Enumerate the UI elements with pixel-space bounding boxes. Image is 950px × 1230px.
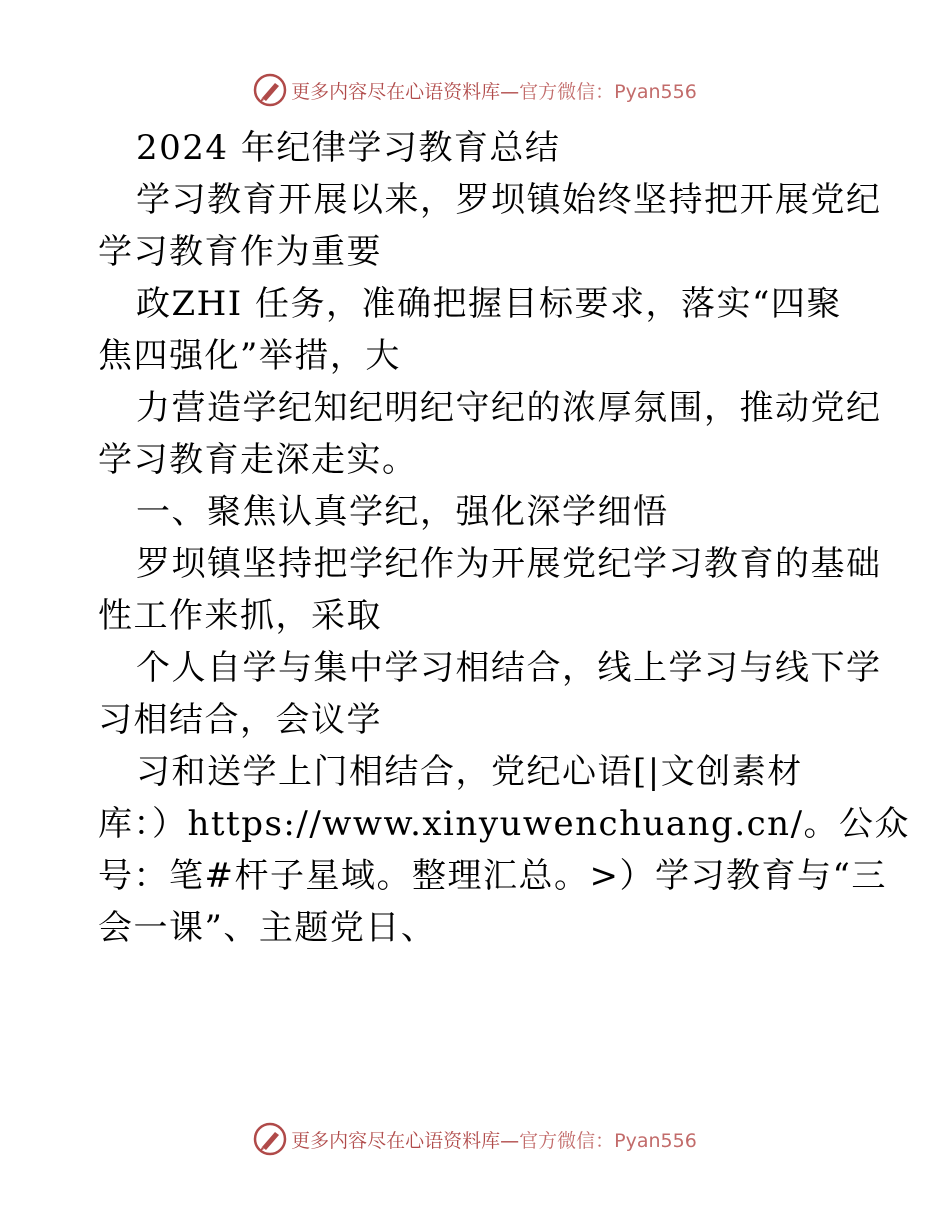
paragraph-line: 性工作来抓，采取 bbox=[98, 596, 382, 636]
paragraph-line: 习相结合，会议学 bbox=[98, 700, 382, 740]
document-title: 2024 年纪律学习教育总结 bbox=[136, 128, 561, 168]
paragraph-line: 学习教育走深走实。 bbox=[98, 440, 418, 480]
footer-watermark-banner bbox=[0, 1119, 950, 1159]
section-heading: 一、聚焦认真学纪，强化深学细悟 bbox=[136, 492, 669, 532]
banner-text: 更多内容尽在心语资料库— bbox=[291, 1129, 520, 1152]
pen-logo-icon bbox=[253, 1122, 287, 1156]
paragraph-line: 罗坝镇坚持把学纪作为开展党纪学习教育的基础 bbox=[136, 544, 882, 584]
paragraph-line: 力营造学纪知纪明纪守纪的浓厚氛围，推动党纪 bbox=[136, 388, 882, 428]
paragraph-line: 号：笔#杆子星域。整理汇总。>）学习教育与“三 bbox=[98, 856, 887, 896]
banner-text: 更多内容尽在心语资料库— bbox=[291, 80, 520, 103]
paragraph-line: 政ZHI 任务，准确把握目标要求，落实“四聚 bbox=[136, 284, 842, 324]
header-watermark-banner bbox=[0, 70, 950, 110]
banner-wechat: 官方微信：Pyan556 bbox=[519, 1129, 697, 1152]
paragraph-line: 学习教育作为重要 bbox=[98, 232, 382, 272]
paragraph-line: 会一课”、主题党日、 bbox=[98, 908, 437, 948]
paragraph-line: 个人自学与集中学习相结合，线上学习与线下学 bbox=[136, 648, 882, 688]
document-body bbox=[98, 122, 911, 954]
paragraph-line: 习和送学上门相结合，党纪心语[|文创素材 bbox=[136, 752, 803, 792]
paragraph-line: 学习教育开展以来，罗坝镇始终坚持把开展党纪 bbox=[136, 180, 882, 220]
paragraph-line: 焦四强化”举措，大 bbox=[98, 336, 401, 376]
paragraph-line: 库：）https://www.xinyuwenchuang.cn/。公众 bbox=[98, 804, 911, 844]
pen-logo-icon bbox=[253, 73, 287, 107]
banner-wechat: 官方微信：Pyan556 bbox=[519, 80, 697, 103]
